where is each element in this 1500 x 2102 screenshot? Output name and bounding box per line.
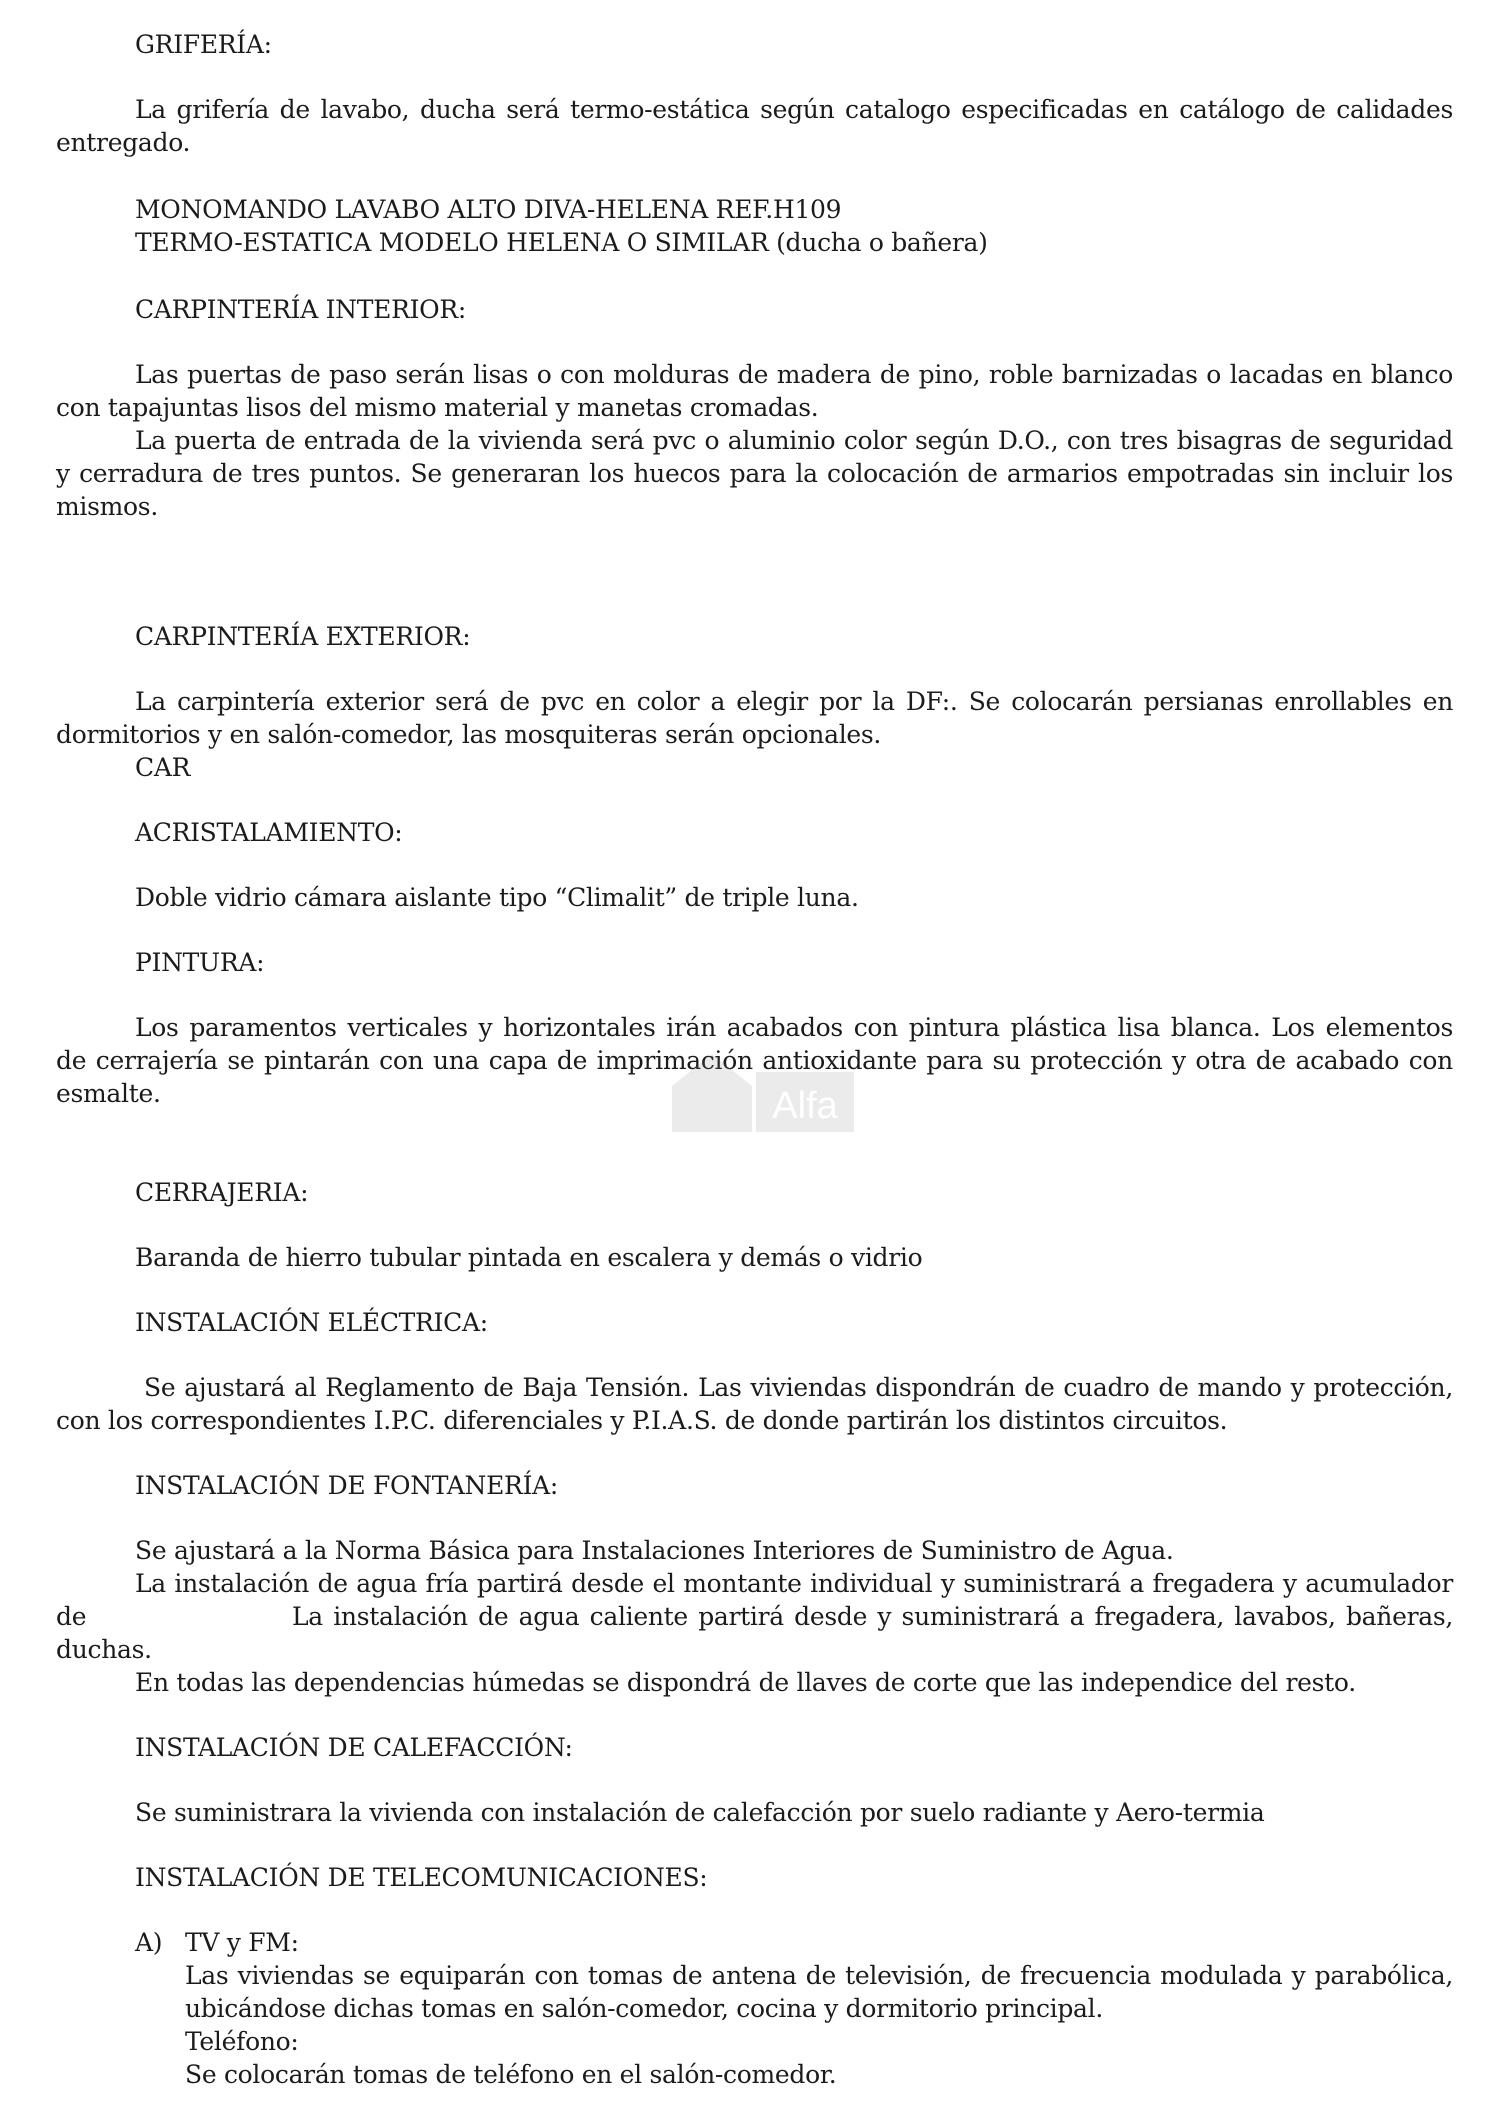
paragraph-line: Baranda de hierro tubular pintada en escalera y demás o vidrio [135,1243,923,1272]
paragraph-line: La instalación de agua caliente partirá desde y suministrará a fregadera, lavabos, bañeras, [292,1602,1453,1631]
section-heading-calefaccion: INSTALACIÓN DE CALEFACCIÓN: [135,1733,573,1762]
paragraph-line: entregado. [56,128,191,157]
section-heading-carpinteria-interior: CARPINTERÍA INTERIOR: [135,295,467,324]
product-model-line: MONOMANDO LAVABO ALTO DIVA-HELENA REF.H109 [135,195,842,224]
section-heading-cerrajeria: CERRAJERIA: [135,1178,309,1207]
paragraph-line: Las puertas de paso serán lisas o con molduras de madera de pino, roble barnizadas o lacadas en blanco [135,360,1453,389]
section-heading-carpinteria-exterior: CARPINTERÍA EXTERIOR: [135,622,471,651]
list-item-subtitle: Teléfono: [185,2027,299,2056]
paragraph-line: Las viviendas se equiparán con tomas de antena de televisión, de frecuencia modulada y parabólica, [185,1961,1453,1990]
paragraph-line: La grifería de lavabo, ducha será termo-estática según catalogo especificadas en catálogo de calidades [135,95,1453,124]
paragraph-line: dormitorios y en salón-comedor, las mosquiteras serán opcionales. [56,720,882,749]
watermark-text: Alfa [772,1085,838,1127]
paragraph-line: Se suministrara la vivienda con instalación de calefacción por suelo radiante y Aero-termia [135,1798,1265,1827]
section-heading-fontaneria: INSTALACIÓN DE FONTANERÍA: [135,1471,559,1500]
section-heading-telecomunicaciones: INSTALACIÓN DE TELECOMUNICACIONES: [135,1863,708,1892]
product-model-line: TERMO-ESTATICA MODELO HELENA O SIMILAR (ducha o bañera) [135,228,988,257]
paragraph-line: La puerta de entrada de la vivienda será pvc o aluminio color según D.O., con tres bisagras de seguridad [135,426,1453,455]
paragraph-line: de [56,1602,87,1631]
paragraph-line: Los paramentos verticales y horizontales irán acabados con pintura plástica lisa blanca. Los elementos [135,1013,1453,1042]
paragraph-line: Se ajustará al Reglamento de Baja Tensión. Las viviendas dispondrán de cuadro de mando y protección, [144,1373,1453,1402]
paragraph-line: duchas. [56,1635,152,1664]
paragraph-line: La instalación de agua fría partirá desde el montante individual y suministrará a fregadera y acumulador [135,1569,1453,1598]
paragraph-line: esmalte. [56,1079,161,1108]
section-heading-acristalamiento: ACRISTALAMIENTO: [135,818,403,847]
paragraph-line: Se ajustará a la Norma Básica para Instalaciones Interiores de Suministro de Agua. [135,1536,1174,1565]
list-item-title: TV y FM: [185,1928,299,1957]
paragraph-line: y cerradura de tres puntos. Se generaran los huecos para la colocación de armarios empotradas sin incluir los [56,459,1453,488]
stray-text: CAR [135,753,191,782]
section-heading-electrica: INSTALACIÓN ELÉCTRICA: [135,1308,488,1337]
paragraph-line: con los correspondientes I.P.C. diferenciales y P.I.A.S. de donde partirán los distintos circuitos. [56,1406,1228,1435]
alfa-watermark-logo [672,1046,854,1132]
list-marker: A) [135,1928,163,1957]
paragraph-line: Doble vidrio cámara aislante tipo “Climalit” de triple luna. [135,883,859,912]
paragraph-line: En todas las dependencias húmedas se dispondrá de llaves de corte que las independice del resto. [135,1668,1356,1697]
paragraph-line: mismos. [56,492,158,521]
paragraph-line: ubicándose dichas tomas en salón-comedor, cocina y dormitorio principal. [185,1994,1104,2023]
paragraph-line: con tapajuntas lisos del mismo material y manetas cromadas. [56,393,819,422]
paragraph-line: La carpintería exterior será de pvc en color a elegir por la DF:. Se colocarán persianas enrollables en [135,687,1453,716]
paragraph-line: Se colocarán tomas de teléfono en el salón-comedor. [185,2060,837,2089]
section-heading-pintura: PINTURA: [135,948,265,977]
paragraph-line: de cerrajería se pintarán con una capa de imprimación antioxidante para su protección y otra de acabado con [56,1046,1453,1075]
section-heading-griferia: GRIFERÍA: [135,30,272,59]
